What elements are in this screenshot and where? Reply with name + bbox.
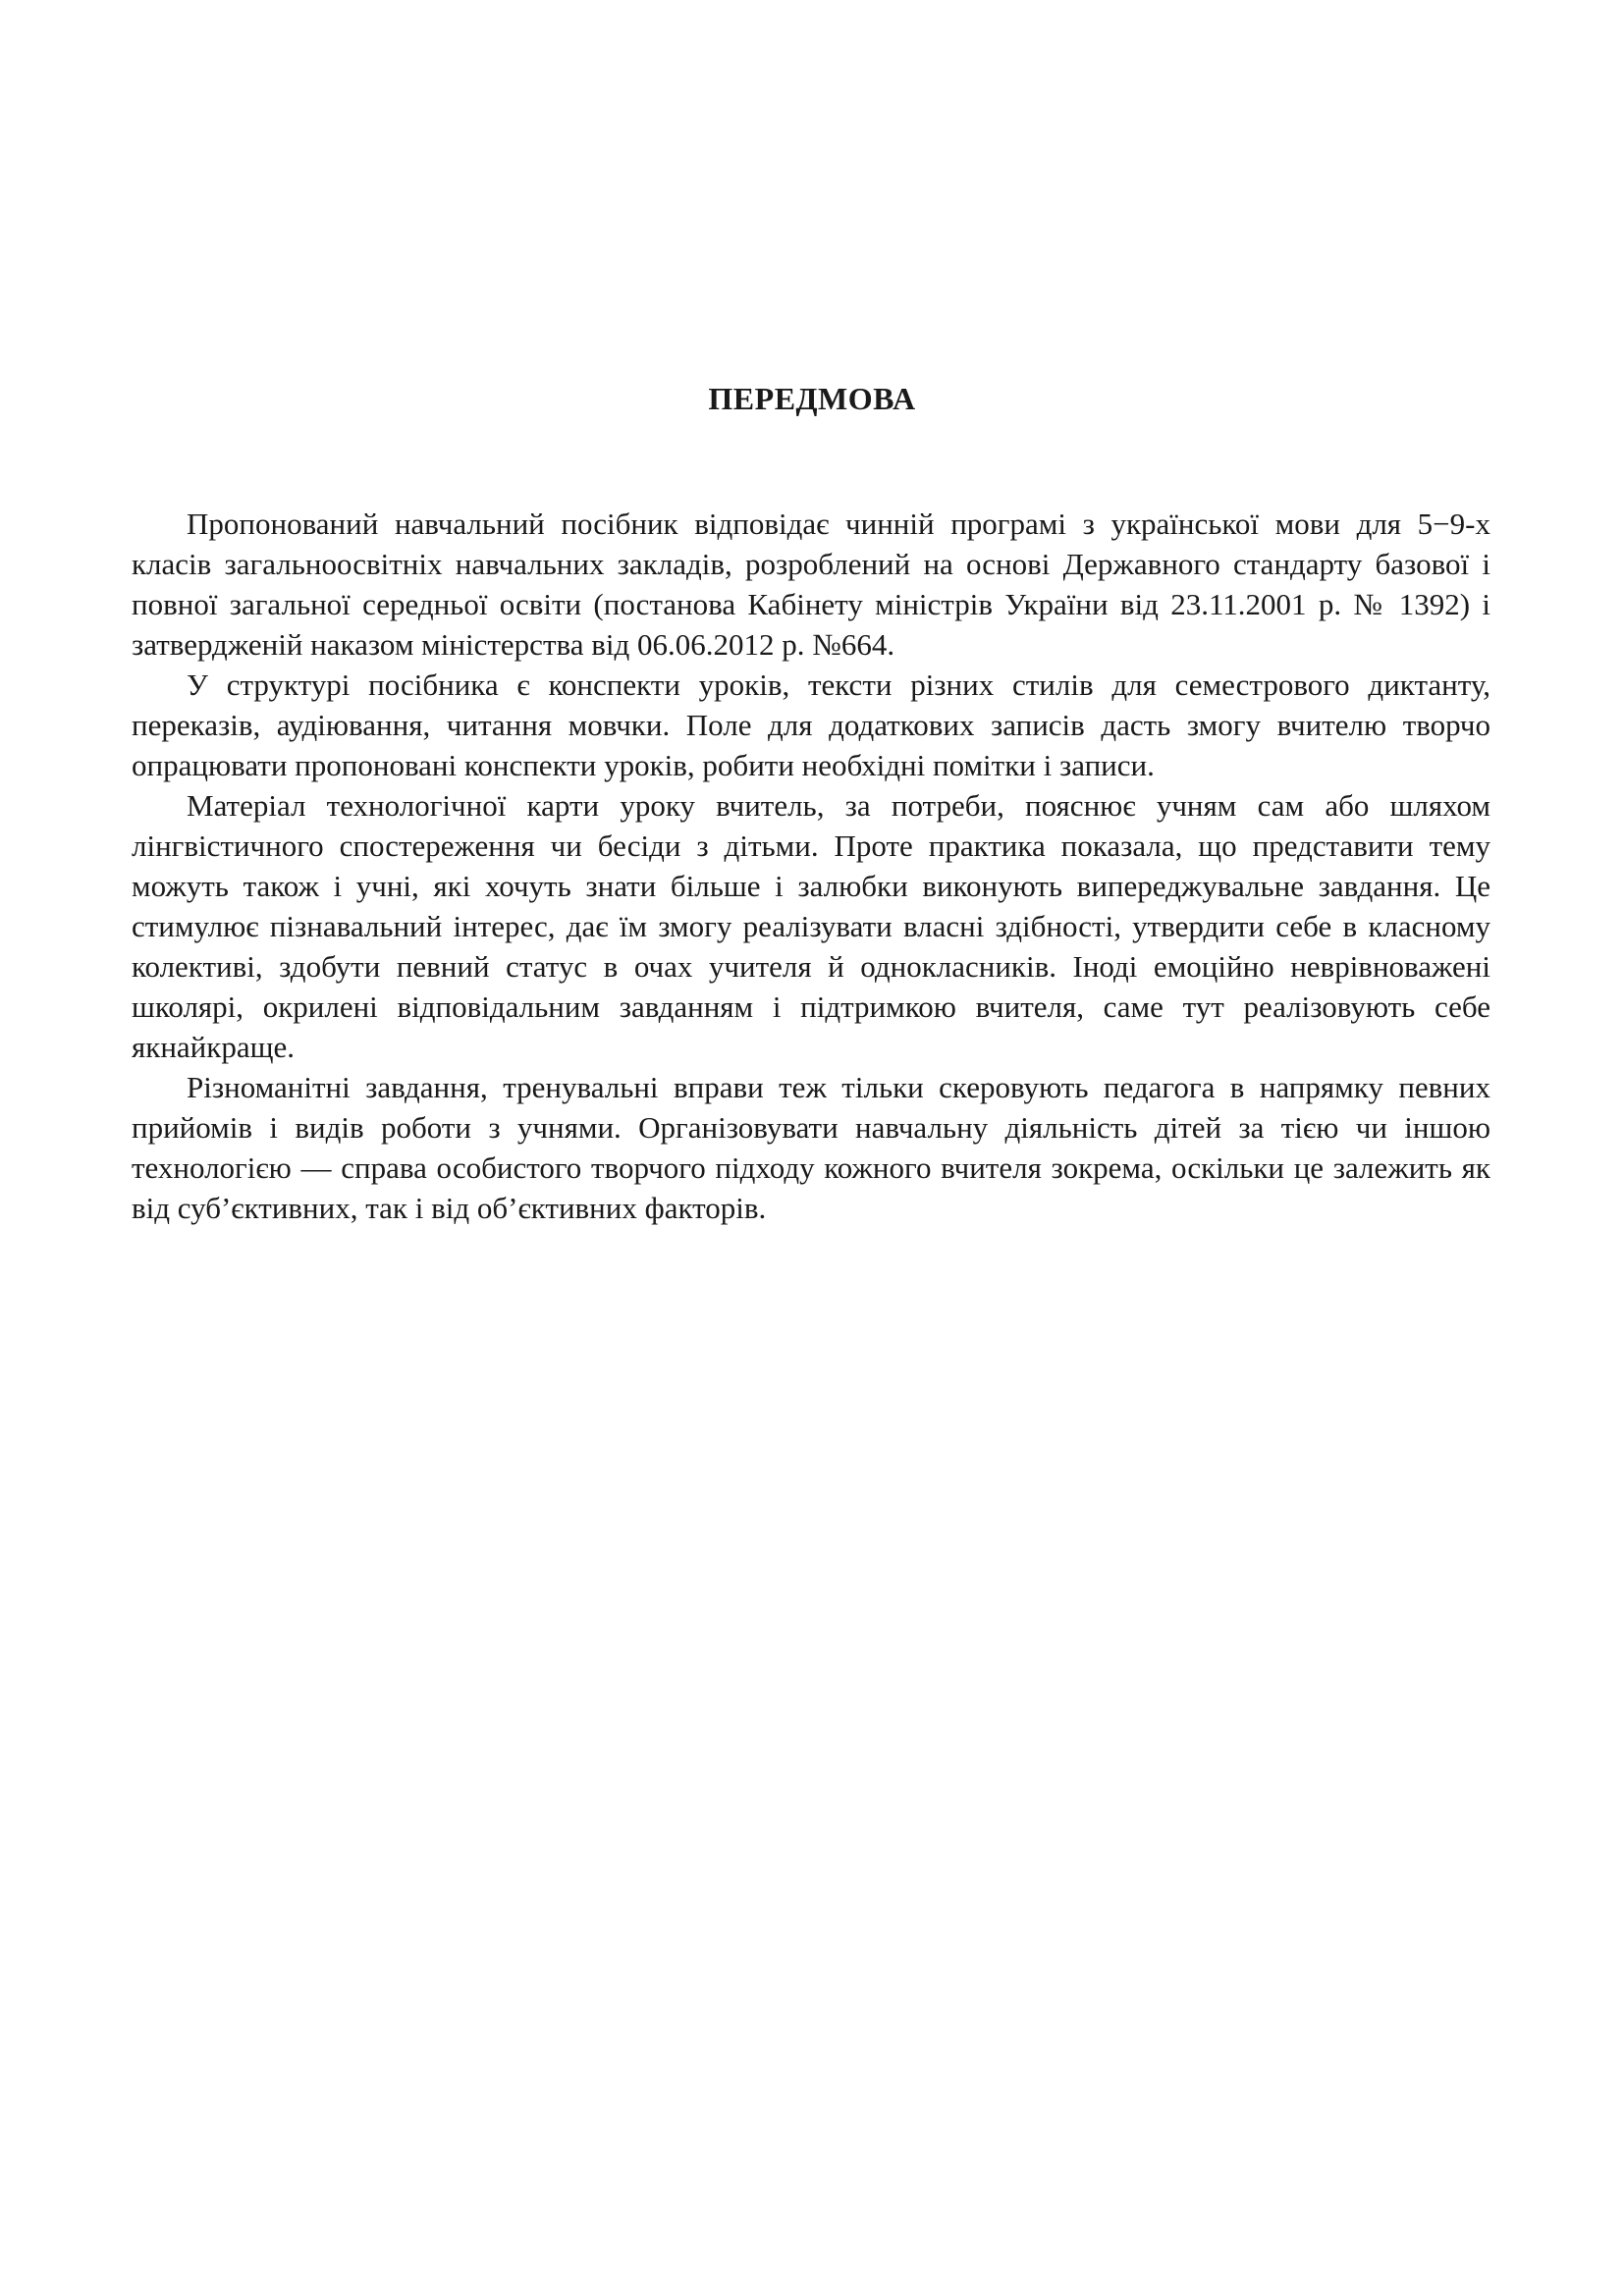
paragraph-4: Різноманітні завдання, тренувальні вправи теж тільки скеровують педагога в напрямку певних прийомів і видів роботи з учнями. Організовувати навчальну діяльність дітей за тією чи іншою технологією — справа особистого творчого підходу кожного вчителя зокрема, оскільки це залежить як від суб’єктивних, так і від об’єктивних факторів. <box>132 1070 1490 1225</box>
paragraph-1: Пропонований навчальний посібник відповідає чинній програмі з української мови для 5−9-х класів загальноосвітніх навчальних закладів, розроблений на основі Державного стандарту базової і повної загальної середньої освіти (постанова Кабінету міністрів України від 23.11.2001 р. № 1392) і затвердженій наказом міністерства від 06.06.2012 р. №664. <box>132 507 1490 662</box>
paragraph-3: Матеріал технологічної карти уроку вчитель, за потреби, пояснює учням сам або шляхом лінгвістичного спостереження чи бесіди з дітьми. Проте практика показала, що представити тему можуть також і учні, які хочуть знати більше і залюбки виконують випереджувальне завдання. Це стимулює пізнавальний інтерес, дає їм змогу реалізувати власні здібності, утвердити себе в класному колективі, здобути певний статус в очах учителя й однокласників. Іноді емоційно неврівноважені школярі, окрилені відповідальним завданням і підтримкою вчителя, саме тут реалізовують себе якнайкраще. <box>132 788 1490 1064</box>
paragraph-2: У структурі посібника є конспекти уроків, тексти різних стилів для семестрового диктанту, переказів, аудіювання, читання мовчки. Поле для додаткових записів дасть змогу вчителю творчо опрацювати пропоновані конспекти уроків, робити необхідні помітки і записи. <box>132 667 1490 782</box>
page-title: ПЕРЕДМОВА <box>708 381 916 416</box>
body-text <box>132 504 1490 1228</box>
